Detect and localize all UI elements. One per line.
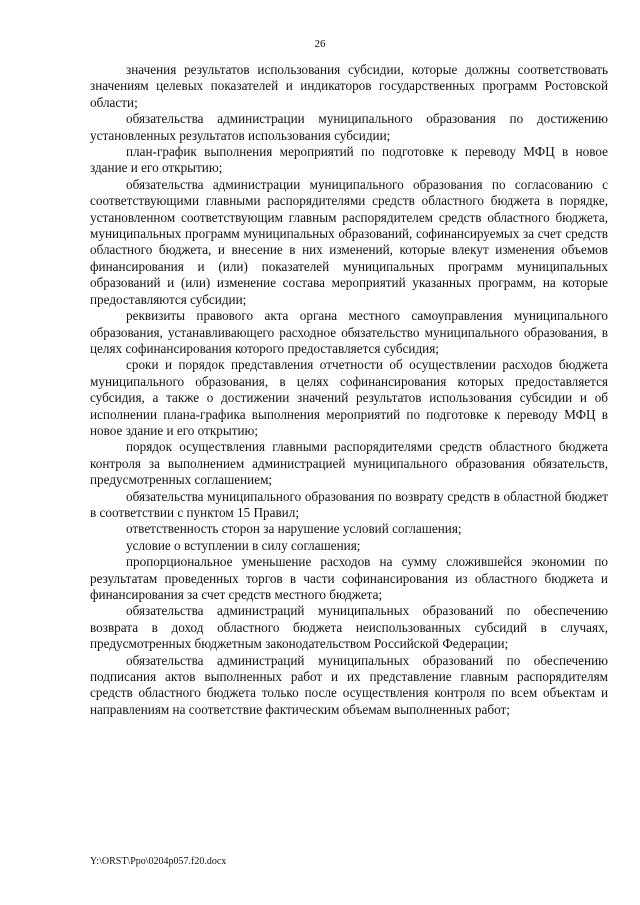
paragraph: план-график выполнения мероприятий по подготовке к переводу МФЦ в новое здание и его открытию; [90, 144, 608, 176]
paragraph: условие о вступлении в силу соглашения; [126, 537, 361, 553]
paragraph: обязательства администраций муниципальных образований по обеспечению возврата в доход областного бюджета неиспользованных субсидий в случаях, предусмотренных бюджетным законодательством Российской Федерации; [90, 603, 608, 652]
paragraph: обязательства администраций муниципальных образований по обеспечению подписания актов выполненных работ и их представление главным распорядителям средств областного бюджета только после осуществления контроля по всем объектам и направлениям на соответствие фактическим объемам выполненных работ; [90, 652, 608, 717]
paragraph: пропорциональное уменьшение расходов на сумму сложившейся экономии по результатам проведенных торгов в части софинансирования из областного бюджета и финансирования за счет средств местного бюджета; [90, 554, 608, 602]
paragraph: значения результатов использования субсидии, которые должны соответствовать значениям целевых показателей и индикаторов государственных программ Ростовской области; [90, 62, 608, 110]
paragraph: реквизиты правового акта органа местного самоуправления муниципального образования, устанавливающего расходное обязательство муниципального образования, в целях софинансирования которого предоставляется субсидия; [90, 308, 608, 356]
page-number: 26 [314, 38, 326, 50]
paragraph: ответственность сторон за нарушение условий соглашения; [126, 521, 462, 537]
paragraph: обязательства администрации муниципального образования по согласованию с соответствующими главными распорядителями средств областного бюджета в порядке, установленном соответствующим главным распорядителем средств областного бюджета, муниципальных программ муниципальных образований, софинансируемых за счет средств областного бюджета, и внесение в них изменений, которые влекут изменения объемов финансирования и (или) показателей муниципальных программ муниципальных образований и (или) изменение состава мероприятий указанных программ, на которые предоставляются субсидии; [90, 176, 608, 307]
paragraph: обязательства администрации муниципального образования по достижению установленных результатов использования субсидии; [90, 111, 608, 143]
paragraph: сроки и порядок представления отчетности об осуществлении расходов бюджета муниципального образования, в целях софинансирования которых предоставляется субсидия, а также о достижении значений результатов использования субсидии и об исполнении плана-графика выполнения мероприятий по подготовке к переводу МФЦ в новое здание и его открытию; [90, 357, 608, 438]
paragraph: обязательства муниципального образования по возврату средств в областной бюджет в соответствии с пунктом 15 Правил; [90, 488, 608, 520]
document-body [90, 62, 608, 718]
paragraph: порядок осуществления главными распорядителями средств областного бюджета контроля за выполнением администрацией муниципального образования обязательств, предусмотренных соглашением; [90, 439, 608, 488]
footer-file-path: Y:\ORST\Ppo\0204p057.f20.docx [90, 856, 227, 867]
